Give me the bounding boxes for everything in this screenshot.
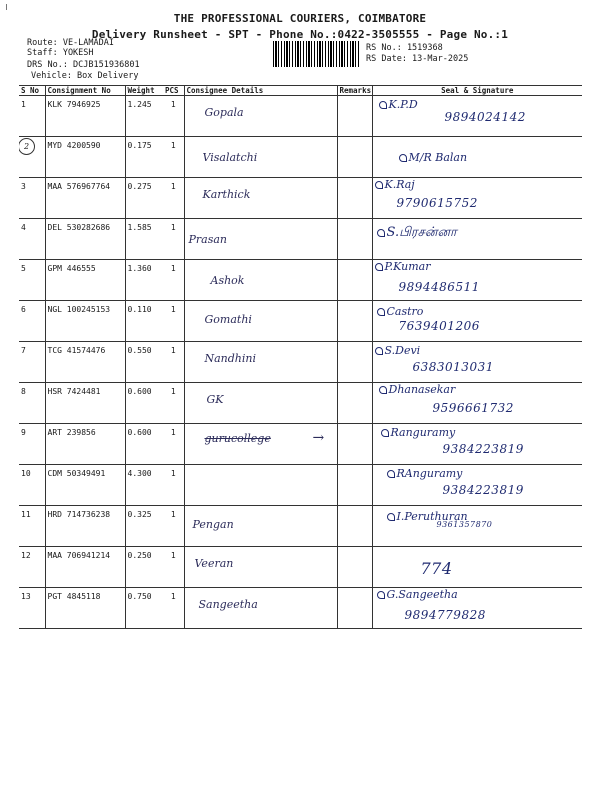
remarks-cell [337, 547, 372, 588]
consignee-cell [184, 588, 337, 629]
phone-number: 9384223819 [442, 483, 524, 497]
weight-cell: 0.175 [125, 137, 163, 178]
signature-flourish-icon [375, 263, 383, 271]
table-header-row [19, 86, 582, 96]
pcs-cell: 1 [163, 588, 184, 629]
remarks-cell [337, 383, 372, 424]
consignee-cell [184, 465, 337, 506]
sno-cell: 3 [19, 178, 45, 219]
col-seal-signature: Seal & Signature [372, 86, 582, 96]
col-consignee: Consignee Details [184, 86, 337, 96]
col-weight: Weight [125, 86, 163, 96]
pcs-cell: 1 [163, 383, 184, 424]
remarks-cell [337, 260, 372, 301]
signature-flourish-icon [387, 513, 395, 521]
consignment-cell: PGT 4845118 [45, 588, 125, 629]
remarks-cell [337, 96, 372, 137]
staff: Staff: YOKESH [27, 48, 94, 58]
signature-cell [372, 178, 582, 219]
handwritten-consignee: Ashok [210, 274, 245, 287]
signature-cell [372, 96, 582, 137]
weight-cell: 4.300 [125, 465, 163, 506]
pcs-cell: 1 [163, 137, 184, 178]
signature-flourish-icon [379, 386, 387, 394]
phone-number: 9596661732 [432, 401, 514, 415]
sno-cell: 6 [19, 301, 45, 342]
signature-text: S.பிரசன்னா [386, 225, 457, 240]
consignee-cell [184, 342, 337, 383]
signature-text: Dhanasekar [388, 383, 456, 396]
sno-cell: 5 [19, 260, 45, 301]
signature-flourish-icon [375, 181, 383, 189]
consignee-cell [184, 178, 337, 219]
table-row [19, 342, 582, 383]
table-row [19, 547, 582, 588]
signature-cell [372, 219, 582, 260]
runsheet-subtitle: Delivery Runsheet - SPT - Phone No.:0422-3505555 - Page No.:1 [91, 28, 509, 41]
handwritten-consignee: Karthick [202, 188, 251, 201]
signature-cell [372, 547, 582, 588]
consignee-cell [184, 260, 337, 301]
consignment-cell: CDM 50349491 [45, 465, 125, 506]
signature-text: RAnguramy [396, 467, 463, 480]
signature-text: G.Sangeetha [386, 588, 458, 601]
col-sno: S No [19, 86, 45, 96]
weight-cell: 1.585 [125, 219, 163, 260]
phone-number: 9790615752 [396, 196, 478, 210]
sno-cell: 13 [19, 588, 45, 629]
consignment-cell: TCG 41574476 [45, 342, 125, 383]
handwritten-consignee: GK [206, 393, 224, 406]
remarks-cell [337, 219, 372, 260]
consignment-cell: MAA 706941214 [45, 547, 125, 588]
consignee-cell [184, 219, 337, 260]
signature-text: K.Raj [384, 178, 415, 191]
signature-cell [372, 137, 582, 178]
col-remarks: Remarks [337, 86, 372, 96]
sno-cell: 8 [19, 383, 45, 424]
remarks-cell [337, 301, 372, 342]
signature-text: M/R Balan [408, 151, 468, 164]
signature-cell [372, 342, 582, 383]
col-consignment: Consignment No [45, 86, 125, 96]
phone-number: 6383013031 [412, 360, 494, 374]
signature [377, 225, 457, 241]
phone-number: 774 [420, 559, 453, 578]
table-row [19, 178, 582, 219]
table-row [19, 506, 582, 547]
signature-flourish-icon [375, 347, 383, 355]
signature-text: Castro [386, 305, 424, 318]
signature [381, 426, 456, 439]
table-row [19, 383, 582, 424]
signature [399, 151, 468, 164]
col-pcs: PCS [163, 86, 184, 96]
handwritten-consignee: Gopala [204, 106, 244, 119]
margin-mark [6, 4, 7, 10]
consignee-cell [184, 96, 337, 137]
consignee-cell [184, 506, 337, 547]
signature-text: I.Peruthuran [396, 510, 468, 523]
signature-flourish-icon [399, 154, 407, 162]
signature-flourish-icon [387, 470, 395, 478]
pcs-cell: 1 [163, 547, 184, 588]
table-row [19, 301, 582, 342]
table-row [19, 219, 582, 260]
consignment-cell: MAA 576967764 [45, 178, 125, 219]
rs-date: RS Date: 13-Mar-2025 [366, 54, 469, 64]
consignee-cell [184, 424, 337, 465]
signature-flourish-icon [377, 229, 385, 237]
barcode [273, 41, 361, 67]
sno-cell: 4 [19, 219, 45, 260]
consignment-cell: HRD 714736238 [45, 506, 125, 547]
weight-cell: 0.600 [125, 383, 163, 424]
handwritten-consignee: Sangeetha [198, 598, 258, 611]
remarks-cell [337, 424, 372, 465]
signature-flourish-icon [379, 101, 387, 109]
pcs-cell: 1 [163, 465, 184, 506]
handwritten-consignee: Pengan [192, 518, 234, 531]
pcs-cell: 1 [163, 96, 184, 137]
signature-cell [372, 588, 582, 629]
table-row [19, 96, 582, 137]
consignment-cell: MYD 4200590 [45, 137, 125, 178]
signature [375, 260, 431, 273]
drs-number: DRS No.: DCJB151936801 [27, 60, 140, 70]
signature-cell [372, 465, 582, 506]
weight-cell: 1.360 [125, 260, 163, 301]
signature-cell [372, 383, 582, 424]
consignment-cell: GPM 446555 [45, 260, 125, 301]
phone-number: 7639401206 [398, 319, 480, 333]
weight-cell: 0.750 [125, 588, 163, 629]
consignee-cell [184, 137, 337, 178]
sno-cell [19, 137, 45, 178]
rs-number: RS No.: 1519368 [366, 43, 443, 53]
vehicle: Vehicle: Box Delivery [31, 71, 139, 81]
table-row [19, 588, 582, 629]
consignment-cell: DEL 530282686 [45, 219, 125, 260]
phone-number: 9894486511 [398, 280, 480, 294]
weight-cell: 0.250 [125, 547, 163, 588]
table-row [19, 465, 582, 506]
signature-cell [372, 424, 582, 465]
pcs-cell: 1 [163, 424, 184, 465]
remarks-cell [337, 465, 372, 506]
pcs-cell: 1 [163, 219, 184, 260]
remarks-cell [337, 178, 372, 219]
handwritten-consignee: gurucollege [204, 432, 271, 445]
handwritten-consignee: Gomathi [204, 313, 252, 326]
route: Route: VE-LAMADAI [27, 38, 114, 48]
pcs-cell: 1 [163, 506, 184, 547]
phone-number: 9894024142 [444, 110, 526, 124]
pcs-cell: 1 [163, 260, 184, 301]
signature-text: Ranguramy [390, 426, 456, 439]
signature-text: K.P.D [388, 98, 418, 111]
sno-cell: 1 [19, 96, 45, 137]
signature-flourish-icon [377, 591, 385, 599]
signature-cell [372, 301, 582, 342]
phone-number: 9384223819 [442, 442, 524, 456]
table-row [19, 424, 582, 465]
runsheet-table [19, 85, 582, 629]
sno-cell: 10 [19, 465, 45, 506]
weight-cell: 0.110 [125, 301, 163, 342]
signature [387, 467, 463, 480]
sno-cell: 7 [19, 342, 45, 383]
consignment-cell: KLK 7946925 [45, 96, 125, 137]
weight-cell: 0.550 [125, 342, 163, 383]
handwritten-consignee: Prasan [188, 233, 228, 246]
signature [379, 383, 456, 396]
pcs-cell: 1 [163, 178, 184, 219]
remarks-cell [337, 588, 372, 629]
handwritten-consignee: Visalatchi [202, 151, 258, 164]
signature-flourish-icon [377, 308, 385, 316]
consignee-cell [184, 301, 337, 342]
handwritten-consignee: Nandhini [204, 352, 257, 365]
signature-cell [372, 506, 582, 547]
weight-cell: 0.275 [125, 178, 163, 219]
consignee-cell [184, 547, 337, 588]
signature [379, 98, 418, 111]
pcs-cell: 1 [163, 342, 184, 383]
signature [375, 178, 415, 191]
remarks-cell [337, 506, 372, 547]
table-row [19, 137, 582, 178]
signature-text: S.Devi [384, 344, 421, 357]
sno-cell: 9 [19, 424, 45, 465]
weight-cell: 0.325 [125, 506, 163, 547]
phone-number: 9894779828 [404, 608, 486, 622]
phone-number: 9361357870 [436, 520, 493, 529]
arrow-mark: → [312, 430, 325, 446]
signature-text: P.Kumar [384, 260, 431, 273]
consignment-cell: NGL 100245153 [45, 301, 125, 342]
consignment-cell: ART 239856 [45, 424, 125, 465]
pcs-cell: 1 [163, 301, 184, 342]
table-row [19, 260, 582, 301]
signature [377, 305, 424, 318]
signature [377, 588, 458, 601]
consignee-cell [184, 383, 337, 424]
consignment-cell: HSR 7424481 [45, 383, 125, 424]
circled-row-number: 2 [19, 138, 35, 155]
company-title: THE PROFESSIONAL COURIERS, COIMBATORE [173, 12, 427, 25]
weight-cell: 1.245 [125, 96, 163, 137]
sno-cell: 12 [19, 547, 45, 588]
signature [375, 344, 421, 357]
sno-cell: 11 [19, 506, 45, 547]
remarks-cell [337, 342, 372, 383]
signature-cell [372, 260, 582, 301]
handwritten-consignee: Veeran [194, 557, 234, 570]
weight-cell: 0.600 [125, 424, 163, 465]
signature-flourish-icon [381, 429, 389, 437]
remarks-cell [337, 137, 372, 178]
